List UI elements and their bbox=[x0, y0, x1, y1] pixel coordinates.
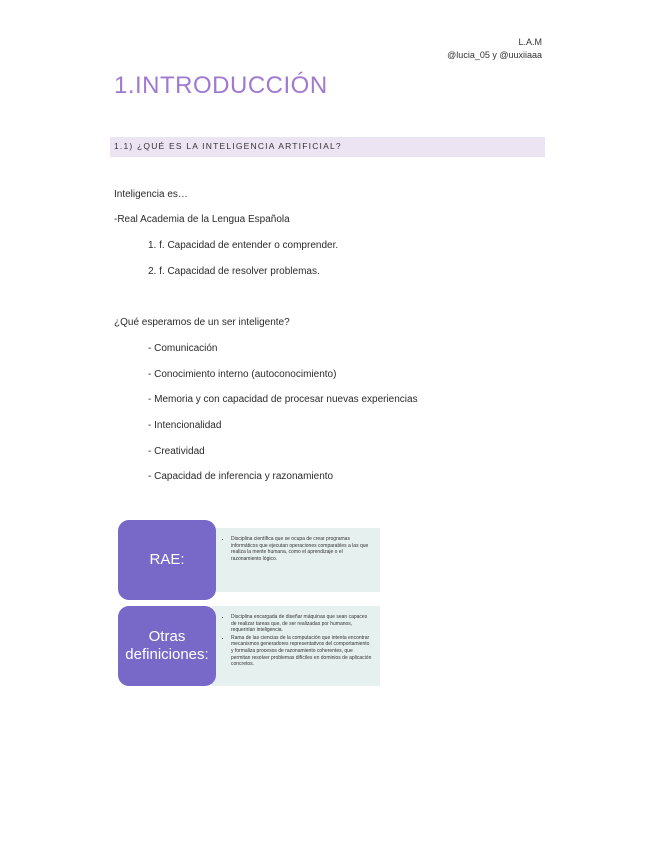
other-definition-item: • Rama de las ciencias de la computación que intenta encontrar mecanismos generadores representativos del comportamiento y formaliza procesos de razonamiento coherentes, que permitan resolver problemas difíciles en dominios de aplicación concretos. bbox=[231, 635, 372, 668]
definition-item: 2. f. Capacidad de resolver problemas. bbox=[148, 266, 320, 277]
expectation-item: - Conocimiento interno (autoconocimiento) bbox=[148, 369, 337, 380]
other-definitions-label-line1: Otras bbox=[148, 628, 186, 645]
intro-text: Inteligencia es… bbox=[114, 189, 188, 200]
question-text: ¿Qué esperamos de un ser inteligente? bbox=[114, 317, 290, 328]
expectation-item: - Memoria y con capacidad de procesar nuevas experiencias bbox=[148, 394, 418, 405]
rae-definition-text: • Disciplina científica que se ocupa de crear programas informáticos que ejecutan operaciones comparables a las que realiza la mente humana, como el aprendizaje o el razonamiento lógico. bbox=[231, 536, 372, 562]
section-heading: 1.1) ¿QUÉ ES LA INTELIGENCIA ARTIFICIAL? bbox=[114, 141, 342, 151]
author-initials: L.A.M bbox=[518, 37, 542, 47]
expectation-item: - Capacidad de inferencia y razonamiento bbox=[148, 471, 334, 482]
other-definitions-panel bbox=[212, 606, 380, 686]
expectation-item: - Creatividad bbox=[148, 446, 205, 457]
rae-label: RAE: bbox=[149, 551, 185, 568]
definition-item: 1. f. Capacidad de entender o comprender. bbox=[148, 240, 339, 251]
other-definitions-label-box bbox=[118, 606, 216, 686]
other-definitions-label-line2: definiciones: bbox=[125, 646, 209, 663]
expectation-item: - Intencionalidad bbox=[148, 420, 222, 431]
expectation-item: - Comunicación bbox=[148, 343, 218, 354]
page-title: 1.INTRODUCCIÓN bbox=[114, 72, 328, 99]
author-handles: @lucia_05 y @uuxiiaaa bbox=[447, 50, 542, 60]
rae-definition-panel bbox=[212, 528, 380, 592]
other-definition-item: • Disciplina encargada de diseñar máquinas que sean capaces de realizar tareas que, de ser realizadas por humanos, requerirían inteligencia. bbox=[231, 614, 372, 634]
page-header bbox=[447, 36, 542, 62]
section-heading-band bbox=[110, 137, 545, 157]
source-text: -Real Academia de la Lengua Española bbox=[114, 214, 290, 225]
rae-label-box bbox=[118, 520, 216, 600]
